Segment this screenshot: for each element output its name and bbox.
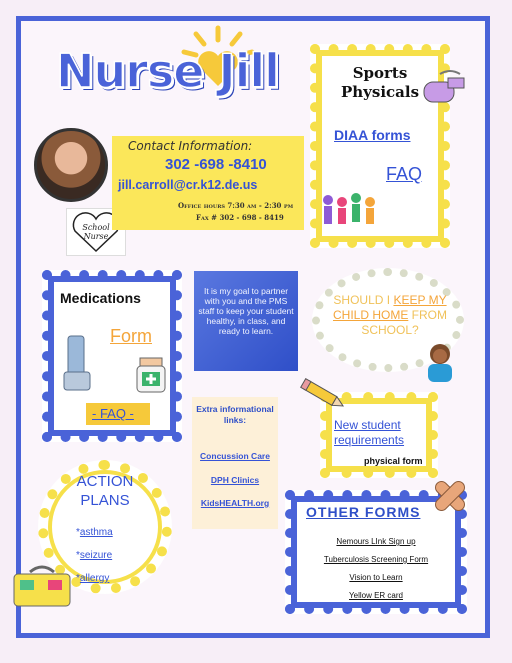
- avatar: [34, 128, 108, 202]
- sports-title-line1: Sports: [352, 64, 408, 82]
- office-hours: Office hours 7:30 am - 2:30 pm: [178, 201, 294, 210]
- keep-home-line3: SCHOOL?: [361, 323, 419, 337]
- sports-title: [330, 64, 430, 102]
- dph-clinics-link[interactable]: DPH Clinics: [210, 475, 260, 485]
- other-forms-title: OTHER FORMS: [306, 504, 421, 520]
- mission-text: It is my goal to partner with you and the PMS staff to keep your student healthy, in class, and ready to learn.: [198, 286, 294, 336]
- logo-title: Nurse Jill: [56, 44, 279, 98]
- child-home-link[interactable]: CHILD HOME: [332, 308, 409, 322]
- bandage-icon: [428, 478, 472, 514]
- concussion-care-link[interactable]: Concussion Care: [200, 451, 270, 461]
- action-plans-list: [76, 521, 113, 590]
- action-plans-title-line2: PLANS: [80, 492, 130, 509]
- sports-title-line2: Physicals: [340, 83, 420, 101]
- physical-form-label[interactable]: physical form: [364, 456, 423, 466]
- seizure-item[interactable]: *seizure: [76, 550, 113, 561]
- other-forms-list: [296, 533, 456, 605]
- diaa-forms-link[interactable]: DIAA forms: [334, 127, 411, 143]
- nurse-icon: [418, 338, 462, 384]
- keep-my-link[interactable]: KEEP MY: [393, 293, 447, 307]
- whistle-icon: [420, 68, 468, 108]
- pencil-icon: [300, 378, 348, 412]
- sports-faq-link[interactable]: FAQ: [386, 164, 423, 184]
- action-plans-title-line1: ACTION: [76, 473, 134, 490]
- medications-form-link[interactable]: Form: [110, 326, 152, 346]
- seizure-link[interactable]: seizure: [79, 550, 113, 561]
- logo: [56, 44, 279, 98]
- medicine-bottle-icon: [134, 356, 168, 394]
- action-plans-title: [38, 472, 172, 510]
- first-aid-kit-icon: [10, 560, 74, 610]
- school-nurse-label: School Nurse: [82, 223, 110, 241]
- fax-number: Fax # 302 - 698 - 8419: [196, 213, 284, 222]
- medications-faq-link[interactable]: - FAQ -: [92, 406, 134, 421]
- contact-email[interactable]: jill.carroll@cr.k12.de.us: [118, 178, 258, 192]
- allergy-item[interactable]: *allergy: [76, 573, 110, 584]
- contact-phone: 302 -698 -8410: [165, 156, 267, 173]
- vision-to-learn-link[interactable]: Vision to Learn: [349, 573, 403, 582]
- extra-links-title: Extra informational links:: [196, 404, 274, 425]
- tuberculosis-link[interactable]: Tuberculosis Screening Form: [323, 555, 429, 564]
- asthma-link[interactable]: asthma: [79, 527, 113, 538]
- contact-heading: Contact Information:: [128, 139, 253, 153]
- inhaler-icon: [58, 334, 98, 394]
- new-student-link[interactable]: New student requirements: [334, 418, 405, 447]
- kidshealth-link[interactable]: KidsHEALTH.org: [200, 498, 270, 508]
- asthma-item[interactable]: *asthma: [76, 527, 113, 538]
- nemours-link[interactable]: Nemours LInk Sign up: [336, 537, 416, 546]
- athletes-icon: [318, 190, 382, 232]
- keep-home-line1: SHOULD I: [333, 293, 394, 307]
- yellow-er-card-link[interactable]: Yellow ER card: [349, 591, 403, 600]
- allergy-link[interactable]: allergy: [79, 573, 110, 584]
- keep-home-line2: FROM: [408, 308, 447, 322]
- keep-home-text: [322, 293, 458, 338]
- medications-title: Medications: [60, 290, 141, 306]
